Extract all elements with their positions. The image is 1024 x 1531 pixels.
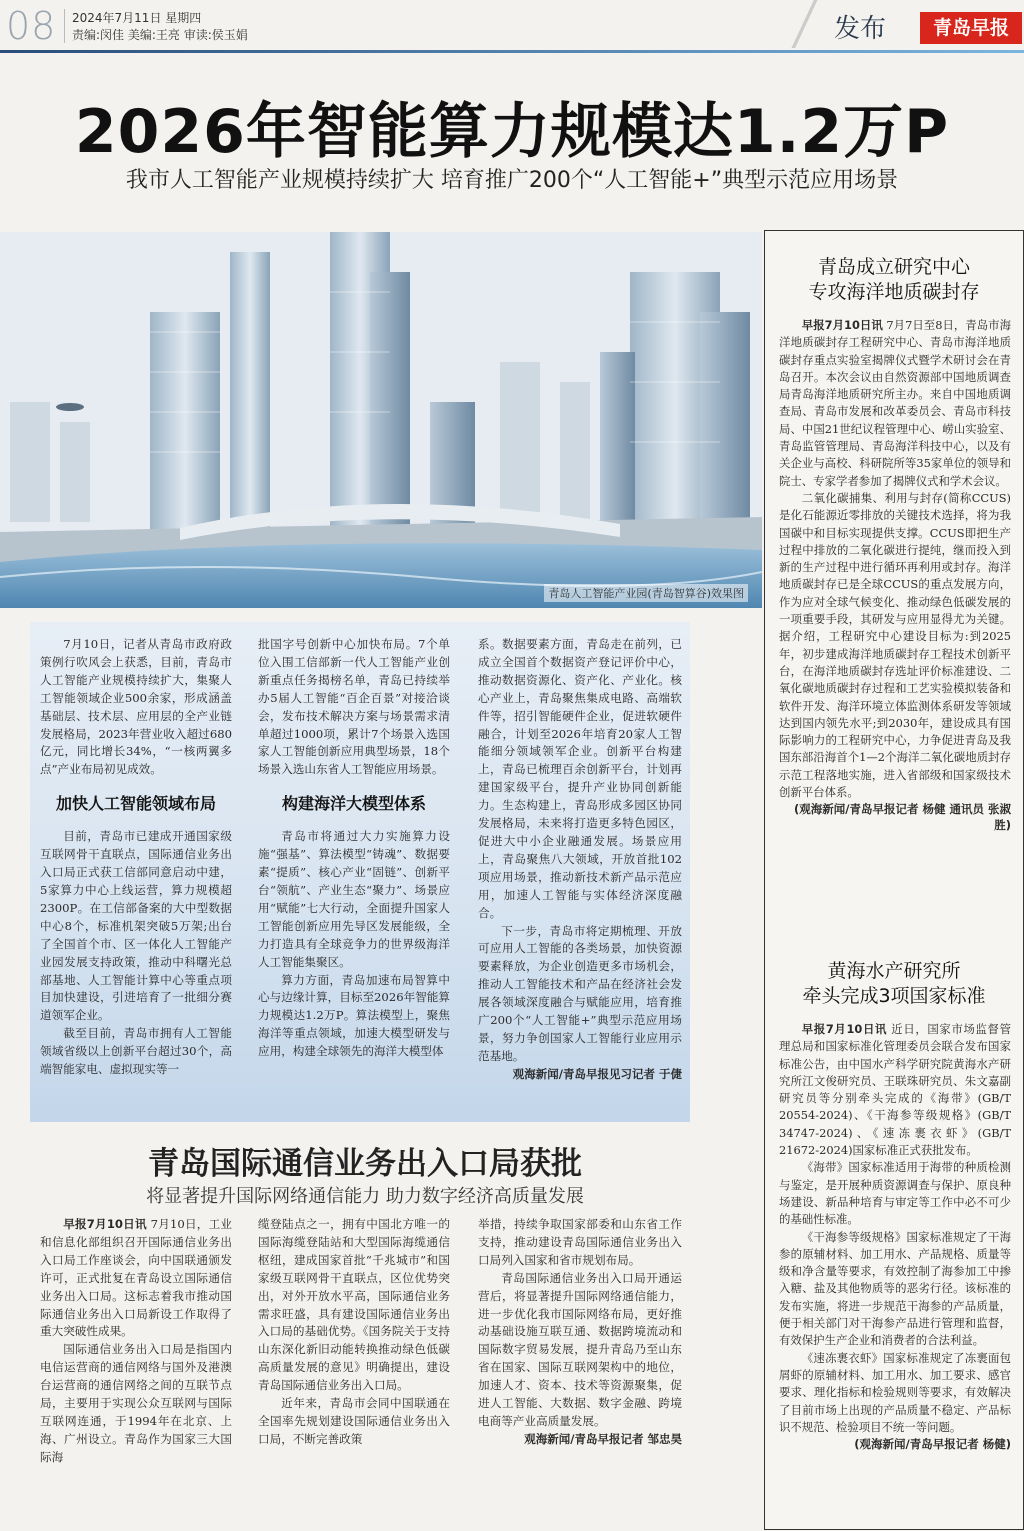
- sidebar-panel: [764, 230, 1024, 1530]
- title-line: 青岛成立研究中心: [817, 256, 970, 278]
- page-number: 08: [6, 4, 57, 48]
- paragraph: 下一步，青岛市将定期梳理、开放可应用人工智能的各类场景，加快资源要素释放，为企业创造更多市场机会，推动人工智能技术和产品在经济社会发展各领域深度融合与赋能应用，培育推广200个“人工智能+”典型示范应用场景，努力争创国家人工智能行业应用示范基地。: [478, 923, 682, 1063]
- sidebar-story2-body: [779, 1021, 1011, 1452]
- issue-date: 2024年7月11日 星期四: [72, 11, 202, 25]
- editorial-staff: 责编:闵佳 美编:王亮 审读:侯玉娟: [72, 28, 248, 42]
- main-story-column-3: [478, 636, 682, 1082]
- header-slash-decoration: [790, 0, 820, 48]
- paragraph: 系。数据要素方面，青岛走在前列，已成立全国首个数据资产登记评价中心，推动数据资源化、资产化、产业化。核心产业上，青岛聚焦集成电路、高端软件等，招引智能硬件企业，促进软硬件融合，计划至2026年培育20家人工智能细分领域领军企业。创新平台构建上，青岛已梳理百余创新平台，计划再建国家级平台，提升产业协同创新能力。生态构建上，青岛形成多园区协同发展格局，未来将打造更多特色园区，促进大中小企业融通发展。场景应用上，青岛聚焦八大领域，开放首批102项应用场景，推动新技术新产品示范应用，加速人工智能与实体经济深度融合。: [478, 637, 682, 920]
- story2-column-2: [258, 1216, 450, 1449]
- story2-column-3: [478, 1216, 682, 1447]
- byline: (观海新闻/青岛早报记者 杨健): [854, 1437, 1011, 1452]
- byline: 观海新闻/青岛早报记者 邹忠昊: [524, 1431, 682, 1446]
- paragraph: 二氧化碳捕集、利用与封存(简称CCUS)是化石能源近零排放的关键技术选择，将为我国碳中和目标实现提供支撑。CCUS即把生产过程中排放的二氧化碳进行提纯，继而投入到新的生产过程中进行循环再利用或封存。海洋地质碳封存已是全球CCUS的重点发展方向，作为应对全球气候变化、推动绿色低碳发展的一项重要手段，其研发与应用显得尤为关键。据介绍，工程研究中心建设目标为:到2025年，初步建成海洋地质碳封存工程技术创新平台，在海洋地质碳封存选址评价标准建设、二氧化碳地质碳封存过程和工艺实验模拟装备和软件开发、海洋环境立体监测体系研发等领域达到国内领先水平;到2030年，建设成具有国际影响力的工程研究中心，力争促进青岛及我国东部沿海首个1—2个海洋二氧化碳地质封存示范工程落地实施，进入省部级和国家级技术创新平台体系。: [779, 490, 1011, 800]
- paragraph: 近年来，青岛市会同中国联通在全国率先规划建设国际通信业务出入口局，不断完善政策: [258, 1396, 450, 1446]
- paragraph: 《干海参等级规格》国家标准规定了干海参的原辅材料、加工用水、产品规格、质量等级和净含量等要求，有效控制了海参加工中掺入糖、盐及其他物质等的恶劣行径。该标准的发布实施，将进一步规范干海参的产品质量，便于相关部门对干海参产品进行管理和监督，有效保护生产企业和消费者的合法利益。: [779, 1229, 1011, 1348]
- section-heading-ai-layout: 加快人工智能领域布局: [55, 794, 216, 814]
- byline: 观海新闻/青岛早报见习记者 于倢: [512, 1066, 682, 1081]
- paragraph: 近日，国家市场监督管理总局和国家标准化管理委员会联合发布国家标准公告，由中国水产科学研究院黄海水产研究所江文俊研究员、王联珠研究员、朱文嘉副研究员等分别牵头完成的《海带》(GB/T 20554-2024)、《干海参等级规格》(GB/T 34747-2024)、《速冻裹衣虾》(GB/T 21672-2024)国家标准正式获批发布。: [779, 1022, 1011, 1158]
- dateline: 早报7月10日讯: [801, 1022, 888, 1036]
- paragraph: 国际通信业务出入口局是指国内电信运营商的通信网络与国外及港澳台运营商的通信网络之间的互联节点局，主要用于实现公众互联网与国际互联网连通，于1994年在北京、上海、广州设立。青岛作为国家三大国际海: [40, 1342, 232, 1464]
- paragraph: 缆登陆点之一，拥有中国北方唯一的国际海缆登陆站和大型国际海缆通信枢纽，建成国家首批“千兆城市”和国家级互联网骨干直联点，区位优势突出，对外开放水平高，国际通信业务需求旺盛，具有建设国际通信业务出入口局的基础优势。《国务院关于支持山东深化新旧动能转换推动绿色低碳高质量发展的意见》明确提出，建设青岛国际通信业务出入口局。: [258, 1217, 450, 1393]
- title-line: 专攻海洋地质碳封存: [808, 281, 980, 303]
- main-headline: 2026年智能算力规模达1.2万P: [74, 97, 950, 167]
- paper-logo: 青岛早报: [920, 12, 1022, 44]
- paragraph: 《海带》国家标准适用于海带的种质检测与鉴定，是开展种质资源调查与保护、原良种场建设、新品种培育与审定等工作中必不可少的基础性标准。: [779, 1160, 1011, 1227]
- paragraph: 7月10日，记者从青岛市政府政策例行吹风会上获悉，目前，青岛市人工智能产业规模持续扩大，集聚人工智能领域企业500余家，形成涵盖基础层、技术层、应用层的全产业链发展格局，2023年营业收入超过680亿元，同比增长34%，“一核两翼多点”产业布局初见成效。: [40, 637, 232, 777]
- photo-caption: 青岛人工智能产业园(青岛智算谷)效果图: [544, 584, 748, 602]
- dateline: 早报7月10日讯: [63, 1217, 147, 1231]
- sidebar-story1-body: [779, 317, 1011, 833]
- paragraph: 举措，持续争取国家部委和山东省工作支持，推动建设青岛国际通信业务出入口局列入国家和省市规划布局。: [478, 1217, 682, 1267]
- main-subheadline: 我市人工智能产业规模持续扩大 培育推广200个“人工智能+”典型示范应用场景: [125, 168, 899, 193]
- sidebar-story1-title: [765, 255, 1023, 305]
- byline: (观海新闻/青岛早报记者 杨健 通讯员 张淑胜): [794, 802, 1011, 833]
- sidebar-story2-title: [765, 959, 1023, 1009]
- story2-column-1: [40, 1216, 232, 1467]
- section-name: 发布: [834, 14, 887, 44]
- city-skyline-illustration: [0, 232, 762, 608]
- title-line: 牵头完成3项国家标准: [802, 985, 986, 1007]
- title-line: 黄海水产研究所: [827, 960, 961, 982]
- main-story-column-2: [258, 636, 450, 1061]
- paragraph: 目前，青岛市已建成开通国家级互联网骨干直联点，国际通信业务出入口局正式获工信部同意启动中建，5家算力中心上线运营，算力规模超2300P。在工信部备案的大中型数据中心8个，标准机架突破5万架;出台了全国首个市、区一体化人工智能产业园发展支持政策，推动中科曙光总部基地、人工智能计算中心等重点项目加快建设，引进培育了一批细分赛道领军企业。: [40, 829, 232, 1023]
- header-divider: [64, 9, 65, 43]
- story2-subheadline: 将显著提升国际网络通信能力 助力数字经济高质量发展: [146, 1186, 584, 1207]
- paragraph: 青岛国际通信业务出入口局开通运营后，将显著提升国际网络通信能力，进一步优化我市国际网络布局，更好推动基础设施互联互通、数据跨境流动和国际数字贸易发展，提升青岛乃至山东省在国家、国际互联网架构中的地位，加速人才、资本、技术等资源聚集，促进人工智能、大数据、数字金融、跨境电商等产业高质量发展。: [478, 1270, 682, 1428]
- paragraph: 7月7日至8日，青岛市海洋地质碳封存工程研究中心、青岛市海洋地质碳封存重点实验室揭牌仪式暨学术研讨会在青岛召开。本次会议由自然资源部中国地质调查局青岛海洋地质研究所主办。来自中国地质调查局、青岛市发展和改革委员会、青岛市科技局、中国21世纪议程管理中心、崂山实验室、青岛监管管理局、青岛海洋科技中心，以及有关企业与高校、科研院所等35家单位的领导和院士、专家学者参加了揭牌仪式和学术会议。: [779, 318, 1011, 488]
- main-story-column-1: [40, 636, 232, 1079]
- header-rule: [0, 50, 1024, 53]
- section-heading-ocean-model: 构建海洋大模型体系: [281, 794, 426, 814]
- paragraph: 《速冻裹衣虾》国家标准规定了冻裹面包屑虾的原辅材料、加工用水、加工要求、感官要求、理化指标和检验规则等要求，有效解决了目前市场上出现的产品质量不稳定、产品标识不规范、检验项目不统一等问题。: [779, 1350, 1011, 1434]
- story2-headline: 青岛国际通信业务出入口局获批: [148, 1146, 582, 1182]
- paragraph: 7月10日，工业和信息化部组织召开国际通信业务出入口局工作座谈会，向中国联通颁发许可，正式批复在青岛设立国际通信业务出入口局。这标志着我市推动国际通信业务出入口局新设工作取得了重大突破性成果。: [40, 1217, 232, 1339]
- paragraph: 批国字号创新中心加快布局。7个单位入围工信部新一代人工智能产业创新重点任务揭榜名单，青岛已持续举办5届人工智能“百企百景”对接洽谈会，发布技术解决方案与场景需求清单超过1000项，累计7个场景入选国家人工智能创新应用典型场景，18个场景入选山东省人工智能应用场景。: [258, 637, 450, 777]
- paragraph: 青岛市将通过大力实施算力设施“强基”、算法模型“铸魂”、数据要素“提质”、核心产业“固链”、创新平台“领航”、产业生态“聚力”、场景应用“赋能”七大行动，全面提升国家人工智能创新应用先导区发展能级，全力打造具有全球竞争力的世界级海洋人工智能集聚区。: [258, 829, 450, 969]
- dateline: 早报7月10日讯: [801, 318, 883, 332]
- ai-park-rendering-photo: [0, 232, 762, 608]
- paragraph: 截至目前，青岛市拥有人工智能领域省级以上创新平台超过30个，高端智能家电、虚拟现实等一: [40, 1026, 232, 1077]
- paragraph: 算力方面，青岛加速布局智算中心与边缘计算，目标至2026年智能算力规模达1.2万P。算法模型上，聚焦海洋等重点领域，加速大模型研发与应用，构建全球领先的海洋大模型体: [258, 972, 450, 1059]
